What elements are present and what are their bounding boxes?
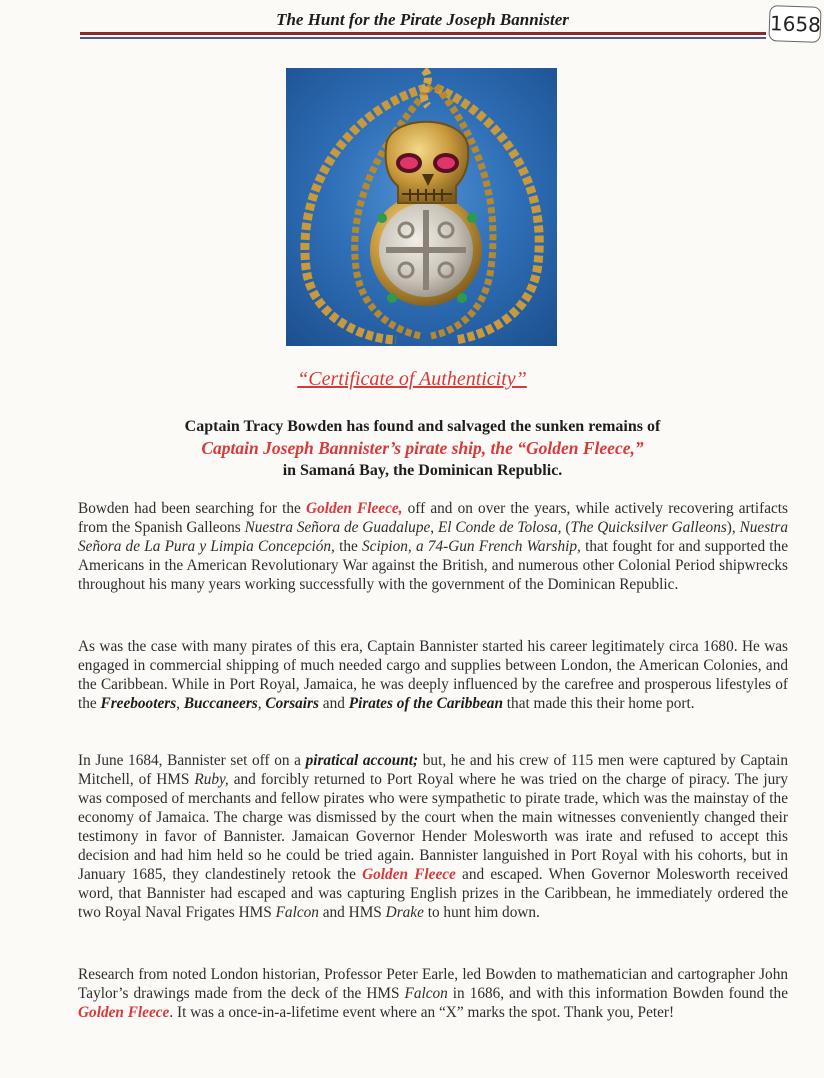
p2-pirates: Pirates of the Caribbean xyxy=(348,695,503,712)
page-header-title: The Hunt for the Pirate Joseph Bannister xyxy=(276,10,569,29)
p4-text-2: in 1686, and with this information Bowden found the xyxy=(447,985,788,1002)
p3-piratical-account: piratical account; xyxy=(305,752,419,769)
p1-galleon-3: The Quicksilver Galleons xyxy=(570,519,727,536)
p4-golden-fleece: Golden Fleece xyxy=(78,1004,170,1021)
certificate-title: “Certificate of Authenticity” xyxy=(297,368,527,390)
intro-line-3-rest: Samaná Bay, the Dominican Republic. xyxy=(296,462,563,479)
header-rule-blue xyxy=(80,37,766,39)
p2-buccaneers: Buccaneers xyxy=(183,695,258,712)
skull-pendant-icon xyxy=(286,68,557,346)
intro-line-3-prefix: in xyxy=(282,462,297,479)
p1-text-3: , xyxy=(430,519,438,536)
p4-text-3: . It was a once-in-a-lifetime event where an “X” marks the spot. Thank you, Peter! xyxy=(169,1004,675,1021)
p3-falcon: Falcon xyxy=(275,904,319,921)
p1-galleon-2: El Conde de Tolosa xyxy=(437,519,558,536)
p3-text-1: In June 1684, Bannister set off on a xyxy=(78,752,306,769)
p2-corsairs: Corsairs xyxy=(265,695,319,712)
paragraph-1 xyxy=(78,499,788,594)
header-rule-red xyxy=(80,32,766,35)
p1-galleon-5: Scipion, a 74-Gun French Warship, xyxy=(362,538,581,555)
p3-text-5: and HMS xyxy=(318,904,386,921)
p1-text-5: ), xyxy=(726,519,740,536)
p3-ruby: Ruby, xyxy=(194,771,229,788)
page-number-label: 1658 xyxy=(768,5,821,43)
p3-text-6: to hunt him down. xyxy=(423,904,540,921)
p2-text-2: that made this their home port. xyxy=(502,695,695,712)
paragraph-3 xyxy=(78,751,788,922)
p4-falcon: Falcon xyxy=(404,985,448,1002)
p3-text-3: and forcibly returned to Port Royal where he was tried on the charge of piracy. The jury was composed of merchants and fellow pirates who were sympathetic to pirate trade, which was the mainstay of the economy of Jamaica. The charge was dismissed by the court when the main witnesses conveniently changed their testimony in favor of Bannister. Jamaican Governor Hender Molesworth was irate and refused to accept this decision and had him held so he could be tried again. Bannister languished in Port Royal with his cohorts, but in January 1685, they clandestinely retook the xyxy=(78,771,788,883)
paragraph-2 xyxy=(78,637,788,713)
intro-line-3 xyxy=(90,460,755,481)
p3-golden-fleece: Golden Fleece xyxy=(362,866,456,883)
p1-text-4: , ( xyxy=(557,519,571,536)
p3-text-2: but, he and his crew of 115 men were captured by Captain Mitchell, of HMS xyxy=(78,752,788,788)
p3-drake: Drake xyxy=(385,904,424,921)
skull-pendant-photo xyxy=(286,68,557,346)
intro-block xyxy=(90,416,755,481)
p1-galleon-4: Nuestra Señora de La Pura y Limpia Concepción, xyxy=(78,519,789,555)
p3-text-4: and escaped. When Governor Molesworth received word, that Bannister had escaped and was capturing English prizes in the Caribbean, he immediately ordered the two Royal Naval Frigates HMS xyxy=(78,866,789,921)
p1-galleon-1: Nuestra Señora de Guadalupe xyxy=(244,519,431,536)
intro-line-1: Captain Tracy Bowden has found and salvaged the sunken remains of xyxy=(184,418,661,435)
p2-sep-3: and xyxy=(318,695,349,712)
p1-golden-fleece: Golden Fleece, xyxy=(306,500,403,517)
intro-line-2: Captain Joseph Bannister’s pirate ship, the “Golden Fleece,” xyxy=(201,438,644,458)
p1-text-6: the xyxy=(334,538,363,555)
p1-text-7: that fought for and supported the Americans in the American Revolutionary War against the British, and numerous other Colonial Period shipwrecks throughout his many years working successfully with the government of the Dominican Republic. xyxy=(78,538,788,593)
p2-text-1: As was the case with many pirates of this era, Captain Bannister started his career legitimately circa 1680. He was engaged in commercial shipping of much needed cargo and supplies between London, the American Colonies, and the Caribbean. While in Port Royal, Jamaica, he was deeply influenced by the carefree and prosperous lifestyles of the xyxy=(78,638,788,712)
p2-sep-1: , xyxy=(176,695,184,712)
p1-text-2: off and on over the years, while actively recovering artifacts from the Spanish Galleons xyxy=(78,500,789,536)
p2-freebooters: Freebooters xyxy=(100,695,177,712)
p2-sep-2: , xyxy=(257,695,266,712)
p1-text-1: Bowden had been searching for the xyxy=(78,500,307,517)
paragraph-4 xyxy=(78,965,788,1022)
p4-text-1: Research from noted London historian, Professor Peter Earle, led Bowden to mathematician and cartographer John Taylor’s drawings made from the deck of the HMS xyxy=(78,966,788,1002)
